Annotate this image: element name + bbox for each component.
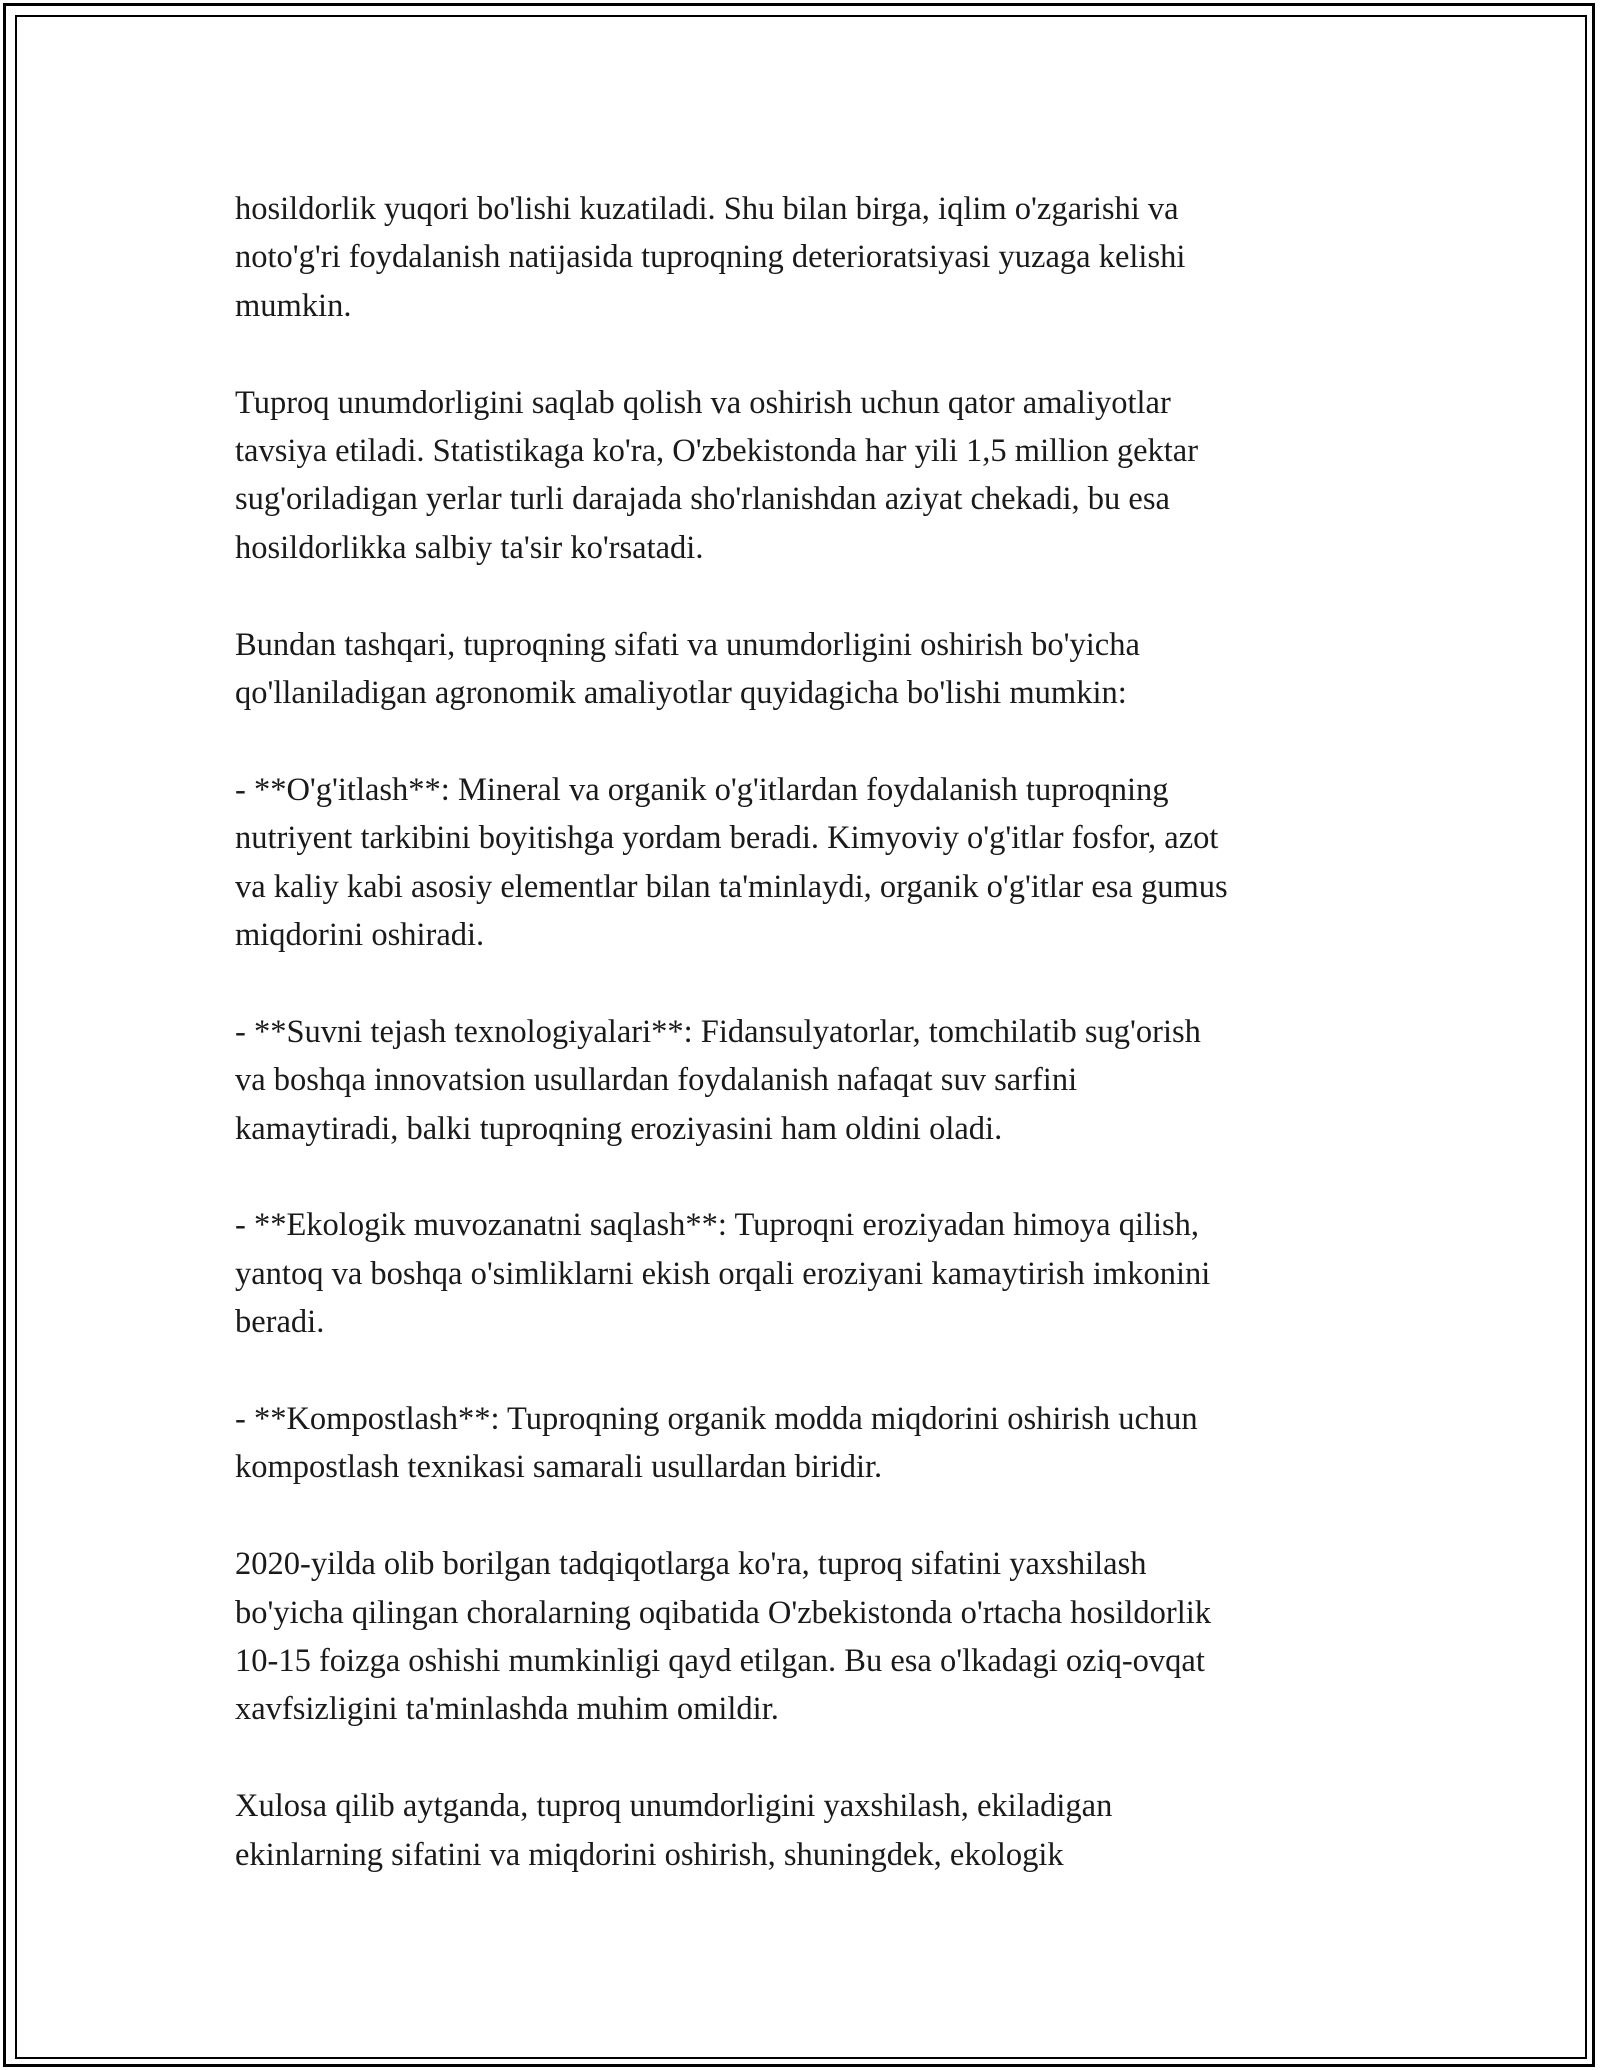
list-item-ogitlash: - **O'g'itlash**: Mineral va organik o'g'itlardan foydalanish tuproqning nutriyent tarkibini boyitishga yordam beradi. Kimyoviy o'g'itlar fosfor, azot va kaliy kabi asosiy elementlar bilan ta'minlaydi, organik o'g'itlar esa gumus miqdorini oshiradi.: [235, 771, 1228, 954]
list-item-suvni-tejash: - **Suvni tejash texnologiyalari**: Fidansulyatorlar, tomchilatib sug'orish va boshqa innovatsion usullardan foydalanish nafaqat suv sarfini kamaytiradi, balki tuproqning eroziyasini ham oldini oladi.: [235, 1013, 1201, 1147]
paragraph-research-2020: 2020-yilda olib borilgan tadqiqotlarga ko'ra, tuproq sifatini yaxshilash bo'yicha qilingan choralarning oqibatida O'zbekistonda o'rtacha hosildorlik 10-15 foizga oshishi mumkinligi qayd etilgan. Bu esa o'lkadagi oziq-ovqat xavfsizligini ta'minlashda muhim omildir.: [235, 1546, 1212, 1728]
paragraph-3: Bundan tashqari, tuproqning sifati va unumdorligini oshirish bo'yicha qo'llaniladigan agronomik amaliyotlar quyidagicha bo'lishi mumkin:: [235, 626, 1140, 712]
document-body: [235, 185, 1365, 1879]
list-item-kompostlash: - **Kompostlash**: Tuproqning organik modda miqdorini oshirish uchun kompostlash texnikasi samarali usullardan biridir.: [235, 1401, 1198, 1486]
paragraph-2: Tuproq unumdorligini saqlab qolish va oshirish uchun qator amaliyotlar tavsiya etiladi. Statistikaga ko'ra, O'zbekistonda har yili 1,5 million gektar sug'oriladigan yerlar turli darajada sho'rlanishdan aziyat chekadi, bu esa hosildorlikka salbiy ta'sir ko'rsatadi.: [235, 384, 1199, 566]
list-item-ekologik-muvozanat: - **Ekologik muvozanatni saqlash**: Tuproqni eroziyadan himoya qilish, yantoq va boshqa o'simliklarni ekish orqali eroziyani kamaytirish imkonini beradi.: [235, 1207, 1211, 1341]
paragraph-conclusion: Xulosa qilib aytganda, tuproq unumdorligini yaxshilash, ekiladigan ekinlarning sifatini va miqdorini oshirish, shuningdek, ekologik: [235, 1788, 1113, 1873]
paragraph-1: hosildorlik yuqori bo'lishi kuzatiladi. Shu bilan birga, iqlim o'zgarishi va noto'g'ri foydalanish natijasida tuproqning deterioratsiyasi yuzaga kelishi mumkin.: [235, 191, 1186, 324]
